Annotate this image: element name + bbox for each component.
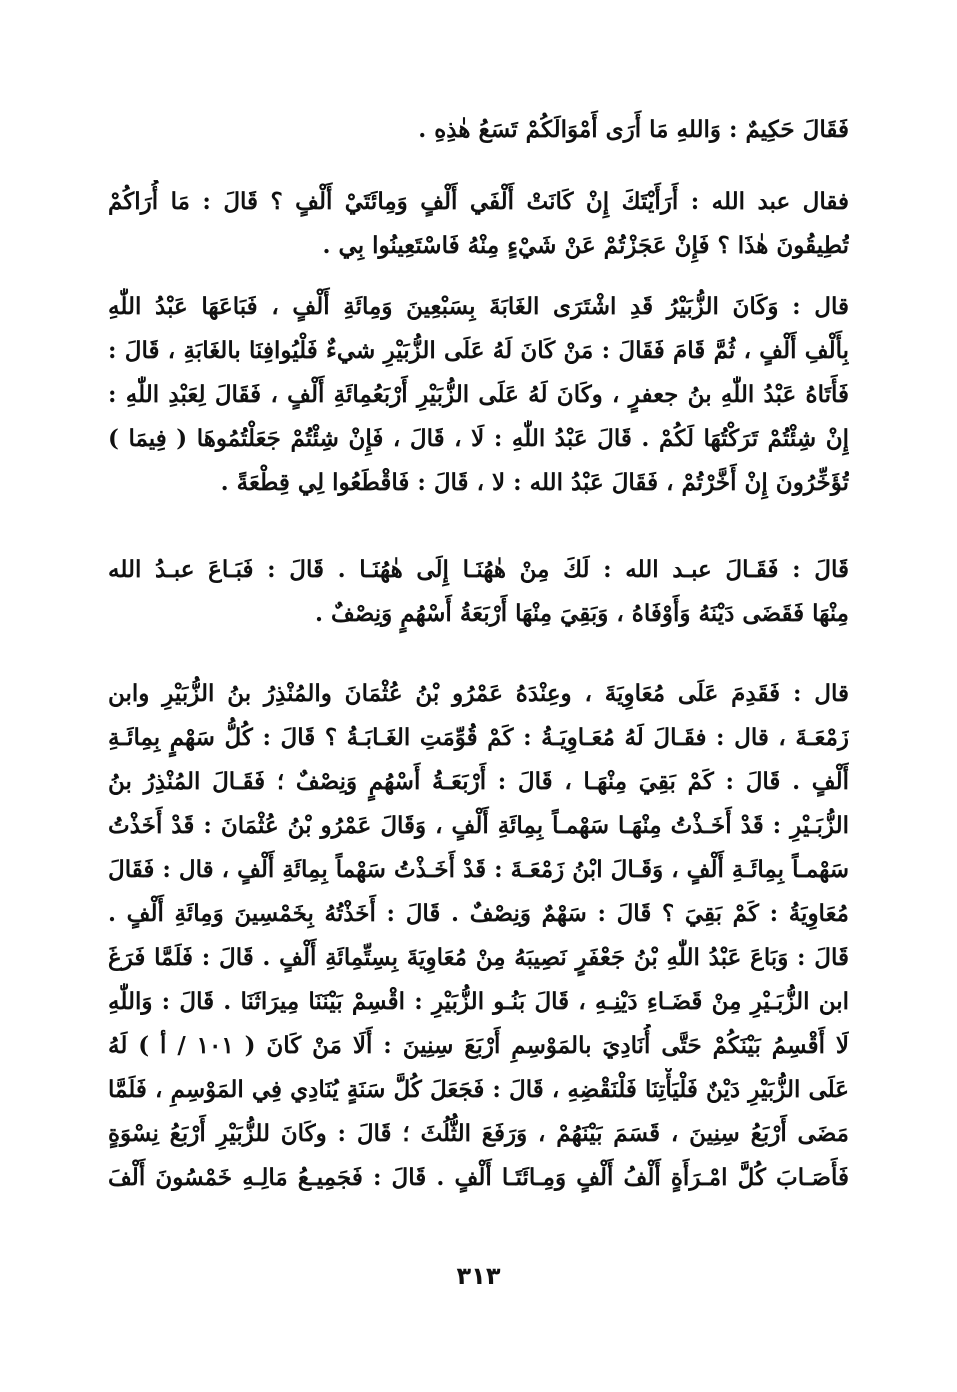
text-line: ابن الزُّبَـيْرِ مِنْ قَضَـاءِ دَيْنِـهِ ، قَالَ بَنُـو الزُّبَيْرِ : اقْسِمْ بَيْنَنَا مِيرَاثَنَا . قَالَ : وَاللّٰهِ (108, 988, 849, 1015)
text-line: تُطِيقُونَ هٰذَا ؟ فَإِنْ عَجَزْتُمْ عَنْ شَيْءٍ مِنْهُ فَاسْتَعِينُوا بِي . (322, 232, 849, 259)
text-line: فَأَتَاهُ عَبْدُ اللّٰهِ بنُ جعفرٍ ، وكَانَ لَهُ عَلَى الزُّبَيْرِ أَرْبَعُمِائَةِ أَلْفٍ ، فَقَالَ لِعَبْدِ اللّٰهِ : (108, 381, 849, 408)
text-line: قال : وَكَانَ الزُّبَيْرُ قَدِ اشْتَرَى الغَابَةَ بِسَبْعِينَ وَمِائَةِ أَلْفٍ ، فَبَاعَهَا عَبْدُ اللّٰهِ (108, 293, 849, 320)
page-number: ٣١٣ (456, 1262, 501, 1290)
text-line: الزُّبَـيْرِ : قَدْ أَخَـذْتُ مِنْهَـا سَهْمـاً بِمِائَةِ أَلْفٍ ، وَقَالَ عَمْرُو بْنُ عُثْمَانَ : قَدْ أَخَذْتُ (108, 812, 849, 839)
text-line: إِنْ شِئْتُمْ تَرَكْتُهَا لَكُمْ . قَالَ عَبْدُ اللّٰهِ : لَا ، قَالَ ، فَإِنْ شِئْتُمْ جَعَلْتُمُوهَا ( فِيمَا ) (108, 425, 849, 452)
text-line: سَهْمـاً بِمِائَـةِ أَلْفٍ ، وَقَـالَ ابْنُ زَمْعَـةَ : قَدْ أَخَـذْتُ سَهْماً بِمِائَةِ أَلْفٍ ، قال : فَقَالَ (108, 856, 849, 883)
text-line: تُؤَخِّرُونَ إِنْ أَخَّرْتُمْ ، فَقَالَ عَبْدُ الله : لا ، قَالَ : فَاقْطَعُوا لِي قِطْعَةً . (220, 469, 849, 496)
paragraph-debt-settled (108, 548, 849, 636)
text-line: قَالَ : وَبَاعَ عَبْدُ اللّٰهِ بْنُ جَعْفَرٍ نَصِيبَهُ مِنْ مُعَاوِيَةَ بِسِتِّمِائَةِ أَلْفٍ . قَالَ : فَلَمَّا فَرَغَ (108, 944, 849, 971)
text-line: قَالَ : فَقَـالَ عبـد الله : لَكَ مِنْ هٰهُنَـا إِلَى هٰهُنَـا . قَالَ : فَبَـاعَ عبـدُ الله (108, 556, 849, 583)
text-line: فَأَصَـابَ كُلَّ امْـرَأَةٍ أَلْفُ أَلْفٍ وَمِـائَتَـا أَلْفٍ . قَالَ : فَجَمِيـعُ مَالِـهِ خَمْسُونَ أَلْفَ (108, 1164, 849, 1191)
text-line: مِنْهَا فَقَضَى دَيْنَهُ وَأَوْفَاهُ ، وَبَقِيَ مِنْهَا أَرْبَعَةُ أَسْهُمٍ وَنِصْفٌ . (314, 600, 849, 627)
text-line: قال : فَقَدِمَ عَلَى مُعَاوِيَةَ ، وعِنْدَهُ عَمْرُو بْنُ عُثْمَانَ والمُنْذِرُ بنُ الزُّبَيْرِ وابن (108, 680, 849, 707)
text-line: مَضَى أَرْبَعُ سِنِينَ ، قَسَمَ بَيْنَهُمْ ، وَرَفَعَ الثُّلُثَ ؛ قَالَ : وكَانَ للزُّبَيْرِ أَرْبَعُ نِسْوَةٍ (108, 1120, 849, 1147)
text-line: مُعَاوِيَةُ : كَمْ بَقِيَ ؟ قَالَ : سَهْمٌ وَنِصْفٌ . قَالَ : أَخَذْتُهُ بِخَمْسِينَ وَمِائَةِ أَلْفٍ . (108, 900, 849, 927)
text-line: عَلَى الزُّبَيْرِ دَيْنٌ فَلْيَأْتِنَا فَلْنَقْضِهِ ، قَالَ : فَجَعَلَ كُلَّ سَنَةٍ يُنَادِي فِي المَوْسِمِ ، فَلَمَّا (108, 1076, 849, 1103)
text-line: فَقَالَ حَكِيمٌ : وَاللهِ مَا أَرَى أَمْوَالَكُمْ تَسَعُ هٰذِهِ . (418, 116, 849, 143)
text-line: أَلْفٍ . قَالَ : كَمْ بَقِيَ مِنْهَـا ، قَالَ : أَرْبَعَـةُ أَسْهُمٍ وَنِصْفٌ ؛ فَقَـالَ المُنْذِرُ بنُ (108, 768, 849, 795)
paragraph-abdullah-reply (108, 180, 849, 268)
text-line: لَا أَقْسِمُ بَيْنَكُمْ حَتَّى أُنَادِيَ بالمَوْسِمِ أَرْبَعَ سِنِينَ : أَلَا مَنْ كَانَ ( ١٠١ / أ ) لَهُ (108, 1032, 849, 1059)
paragraph-ghaba-sale (108, 285, 849, 505)
text-line: زَمْعَـةَ ، قال : فقَـالَ لَهُ مُعَـاوِيَـةُ : كَمْ قُوِّمَتِ الغَـابَـةُ ؟ قَالَ : كُلُّ سَهْمٍ بِمِائَـةِ (108, 724, 849, 751)
paragraph-muawiya (108, 672, 849, 1200)
text-line: بِأَلْفِ أَلْفٍ ، ثُمَّ قَامَ فَقَالَ : مَنْ كَانَ لَهُ عَلَى الزُّبَيْرِ شيءٌ فَلْيُوافِنَا بالغَابَةِ ، قَالَ : (108, 337, 849, 364)
text-line: فقال عبد الله : أَرَأَيْتَكَ إِنْ كَانَتْ أَلْفَي أَلْفٍ وَمِائَتَيْ أَلْفٍ ؟ قَالَ : مَا أُرَاكُمْ (108, 188, 849, 215)
paragraph-hakim (108, 108, 849, 152)
